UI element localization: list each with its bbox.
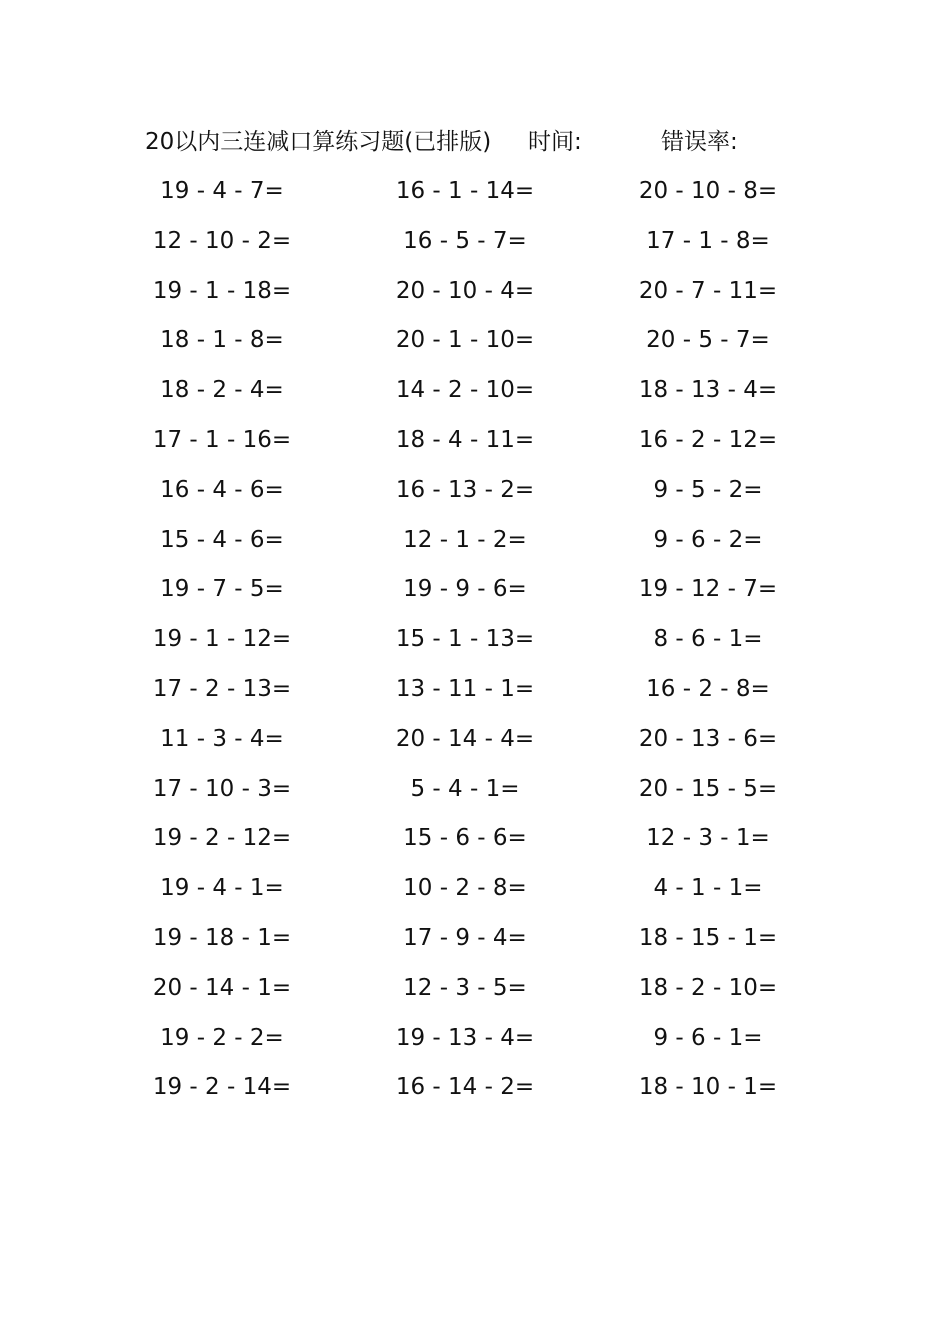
problem-row	[0, 470, 950, 520]
problem-item: 16 - 13 - 2=	[395, 476, 535, 503]
problem-row	[0, 320, 950, 370]
worksheet-header	[0, 122, 950, 162]
problem-item: 16 - 4 - 6=	[160, 476, 284, 503]
problem-item: 18 - 1 - 8=	[160, 327, 284, 354]
problem-row	[0, 271, 950, 321]
problem-item: 19 - 1 - 18=	[152, 277, 292, 304]
problem-item: 11 - 3 - 4=	[160, 725, 284, 752]
problem-item: 9 - 6 - 2=	[653, 526, 763, 553]
problem-item: 12 - 3 - 5=	[403, 974, 527, 1001]
problem-row	[0, 719, 950, 769]
problem-item: 19 - 13 - 4=	[395, 1024, 535, 1051]
problem-item: 9 - 6 - 1=	[653, 1024, 763, 1051]
problem-item: 12 - 3 - 1=	[646, 825, 770, 852]
problem-item: 20 - 1 - 10=	[395, 327, 535, 354]
problem-item: 19 - 12 - 7=	[638, 576, 778, 603]
problem-item: 16 - 1 - 14=	[395, 178, 535, 204]
problem-item: 18 - 2 - 4=	[160, 377, 284, 404]
problem-item: 5 - 4 - 1=	[410, 775, 520, 802]
problem-item: 15 - 6 - 6=	[403, 825, 527, 852]
problem-row	[0, 520, 950, 570]
problem-item: 19 - 4 - 7=	[160, 178, 284, 204]
problem-item: 19 - 9 - 6=	[403, 576, 527, 603]
problem-row	[0, 171, 950, 221]
problem-item: 15 - 4 - 6=	[160, 526, 284, 553]
problem-item: 19 - 2 - 14=	[152, 1074, 292, 1101]
problem-item: 19 - 2 - 2=	[160, 1024, 284, 1051]
problem-item: 8 - 6 - 1=	[653, 626, 763, 653]
problem-item: 20 - 10 - 8=	[638, 178, 778, 204]
problem-item: 20 - 15 - 5=	[638, 775, 778, 802]
problem-item: 20 - 13 - 6=	[638, 725, 778, 752]
problem-item: 4 - 1 - 1=	[653, 875, 763, 902]
problem-item: 17 - 1 - 16=	[152, 426, 292, 453]
problem-item: 20 - 14 - 4=	[395, 725, 535, 752]
problem-row	[0, 619, 950, 669]
problem-item: 16 - 14 - 2=	[395, 1074, 535, 1101]
problem-item: 16 - 2 - 8=	[646, 675, 770, 702]
problem-item: 20 - 5 - 7=	[646, 327, 770, 354]
problem-item: 18 - 13 - 4=	[638, 377, 778, 404]
problem-row	[0, 918, 950, 968]
problem-row	[0, 221, 950, 271]
problem-item: 19 - 4 - 1=	[160, 875, 284, 902]
error-rate-label: 错误率:	[661, 129, 738, 155]
problem-item: 20 - 10 - 4=	[395, 277, 535, 304]
problem-row	[0, 669, 950, 719]
problem-item: 15 - 1 - 13=	[395, 626, 535, 653]
problem-item: 20 - 14 - 1=	[152, 974, 292, 1001]
problem-item: 9 - 5 - 2=	[653, 476, 763, 503]
problem-item: 17 - 1 - 8=	[646, 227, 770, 254]
problem-item: 12 - 10 - 2=	[152, 227, 292, 254]
problem-item: 14 - 2 - 10=	[395, 377, 535, 404]
problem-item: 18 - 15 - 1=	[638, 924, 778, 951]
problem-item: 18 - 10 - 1=	[638, 1074, 778, 1101]
problem-row	[0, 420, 950, 470]
problem-item: 13 - 11 - 1=	[395, 675, 535, 702]
time-label: 时间:	[528, 129, 582, 155]
problem-item: 17 - 2 - 13=	[152, 675, 292, 702]
problem-row	[0, 1067, 950, 1117]
problem-item: 17 - 10 - 3=	[152, 775, 292, 802]
worksheet-title: 20以内三连减口算练习题(已排版)	[145, 129, 492, 155]
problem-item: 19 - 18 - 1=	[152, 924, 292, 951]
problem-row	[0, 370, 950, 420]
problem-grid	[0, 171, 950, 1117]
problem-item: 18 - 2 - 10=	[638, 974, 778, 1001]
problem-item: 16 - 5 - 7=	[403, 227, 527, 254]
problem-item: 10 - 2 - 8=	[403, 875, 527, 902]
problem-item: 19 - 2 - 12=	[152, 825, 292, 852]
problem-row	[0, 569, 950, 619]
problem-item: 16 - 2 - 12=	[638, 426, 778, 453]
problem-item: 19 - 7 - 5=	[160, 576, 284, 603]
problem-item: 19 - 1 - 12=	[152, 626, 292, 653]
problem-row	[0, 818, 950, 868]
problem-item: 18 - 4 - 11=	[395, 426, 535, 453]
problem-item: 17 - 9 - 4=	[403, 924, 527, 951]
problem-row	[0, 1018, 950, 1068]
problem-row	[0, 769, 950, 819]
problem-item: 12 - 1 - 2=	[403, 526, 527, 553]
problem-item: 20 - 7 - 11=	[638, 277, 778, 304]
problem-row	[0, 968, 950, 1018]
problem-row	[0, 868, 950, 918]
